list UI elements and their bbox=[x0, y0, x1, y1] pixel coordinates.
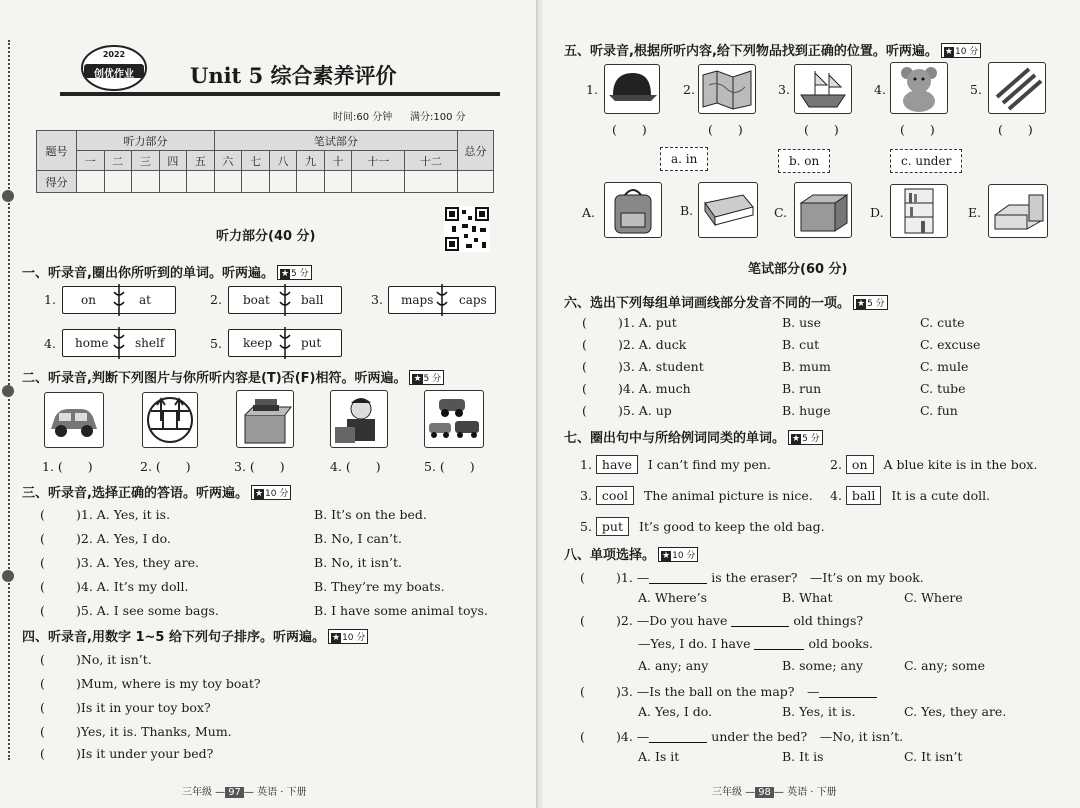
s1-word-a[interactable]: maps bbox=[401, 293, 434, 307]
score-cell[interactable] bbox=[242, 171, 270, 193]
score-cell[interactable] bbox=[187, 171, 215, 193]
s1-word-a[interactable]: keep bbox=[243, 336, 273, 350]
s6-question[interactable]: ( )3. A. student bbox=[582, 359, 704, 374]
s7-item[interactable]: 1. have I can’t find my pen. bbox=[580, 457, 771, 472]
s8-option-b[interactable]: B. some; any bbox=[782, 658, 864, 673]
s2-answer-blank[interactable]: 5. ( ) bbox=[424, 459, 475, 474]
s8-option-c[interactable]: C. Where bbox=[904, 590, 963, 605]
clip-icon bbox=[113, 284, 125, 316]
s4-sentence[interactable]: ( )No, it isn’t. bbox=[40, 652, 152, 667]
score-col: 七 bbox=[242, 151, 270, 171]
s8-option-a[interactable]: A. Where’s bbox=[638, 590, 708, 605]
score-col: 十 bbox=[324, 151, 352, 171]
prep-option: b. on bbox=[778, 149, 830, 173]
score-cell[interactable] bbox=[159, 171, 187, 193]
score-col: 十二 bbox=[405, 151, 458, 171]
s3-option-b[interactable]: B. They’re my boats. bbox=[314, 579, 445, 594]
header-rule bbox=[60, 92, 500, 96]
s6-option-b[interactable]: B. mum bbox=[782, 359, 831, 374]
page-footer: 三年级 — 97 — 英语 · 下册 bbox=[182, 787, 307, 798]
s5-answer-blank[interactable]: ( ) bbox=[900, 122, 935, 137]
s6-option-c[interactable]: C. cute bbox=[920, 315, 965, 330]
s6-question[interactable]: ( )2. A. duck bbox=[582, 337, 687, 352]
section-4-title: 四、听录音,用数字 1~5 给下列句子排序。听两遍。 ★ 10 分 bbox=[22, 626, 368, 645]
section-7-title: 七、圈出句中与所给例词同类的单词。 ★ 5 分 bbox=[564, 427, 823, 446]
s8-question[interactable]: ( )4. — under the bed? —No, it isn’t. bbox=[580, 729, 904, 744]
s1-word-a[interactable]: boat bbox=[243, 293, 270, 307]
score-table bbox=[36, 130, 494, 192]
boat-picture-icon bbox=[794, 64, 852, 114]
score-table-q-label: 题号 bbox=[37, 131, 77, 171]
binding-hole bbox=[2, 385, 14, 397]
s3-option-b[interactable]: B. No, it isn’t. bbox=[314, 555, 402, 570]
s8-option-b[interactable]: B. What bbox=[782, 590, 833, 605]
cap-picture-icon bbox=[604, 64, 660, 114]
s4-sentence[interactable]: ( )Is it in your toy box? bbox=[40, 700, 211, 715]
score-col: 六 bbox=[214, 151, 242, 171]
section-1-title: 一、听录音,圈出你所听到的单词。听两遍。 ★ 5 分 bbox=[22, 262, 312, 281]
map-picture-icon bbox=[698, 64, 756, 114]
brand-badge bbox=[80, 44, 148, 92]
section-3-title: 三、听录音,选择正确的答语。听两遍。 ★ 10 分 bbox=[22, 482, 291, 501]
full-score: 满分:100 分 bbox=[410, 112, 466, 123]
score-table-listening: 听力部分 bbox=[77, 131, 215, 151]
s6-option-b[interactable]: B. cut bbox=[782, 337, 820, 352]
prep-option: c. under bbox=[890, 149, 962, 173]
s8-question[interactable]: ( )3. —Is the ball on the map? — bbox=[580, 682, 877, 700]
schoolbag-picture-icon bbox=[604, 182, 662, 238]
score-table-written: 笔试部分 bbox=[214, 131, 457, 151]
s8-option-a[interactable]: A. Is it bbox=[638, 749, 680, 764]
s6-question[interactable]: ( )5. A. up bbox=[582, 403, 672, 418]
s8-option-c[interactable]: C. any; some bbox=[904, 658, 986, 673]
s8-option-a[interactable]: A. Yes, I do. bbox=[638, 704, 713, 719]
boy-picture-icon bbox=[330, 390, 388, 448]
s6-option-c[interactable]: C. excuse bbox=[920, 337, 981, 352]
s6-option-b[interactable]: B. use bbox=[782, 315, 821, 330]
score-cell[interactable] bbox=[324, 171, 352, 193]
page-title: Unit 5 综合素养评价 bbox=[190, 63, 397, 88]
s1-word-pair[interactable] bbox=[62, 329, 176, 357]
box-arrows-picture-icon bbox=[142, 392, 198, 448]
s5-number: 1. bbox=[586, 82, 598, 97]
s6-question[interactable]: ( )4. A. much bbox=[582, 381, 691, 396]
s8-option-a[interactable]: A. any; any bbox=[638, 658, 709, 673]
binding-hole bbox=[2, 190, 14, 202]
section-6-title: 六、选出下列每组单词画线部分发音不同的一项。 ★ 5 分 bbox=[564, 292, 888, 311]
s1-word-b[interactable]: shelf bbox=[135, 336, 165, 350]
s1-word-pair[interactable] bbox=[62, 286, 176, 314]
car-picture-icon bbox=[44, 392, 104, 448]
bed-picture-icon bbox=[988, 184, 1048, 238]
prep-option: a. in bbox=[660, 147, 708, 171]
pencil-box-picture-icon bbox=[698, 182, 758, 238]
score-cell[interactable] bbox=[269, 171, 297, 193]
s5-answer-blank[interactable]: ( ) bbox=[998, 122, 1033, 137]
s1-word-b[interactable]: at bbox=[139, 293, 151, 307]
s1-number: 3. bbox=[371, 292, 383, 307]
s5-number: 4. bbox=[874, 82, 886, 97]
s6-option-c[interactable]: C. tube bbox=[920, 381, 966, 396]
teddy-bear-picture-icon bbox=[890, 62, 948, 114]
s5-letter: A. bbox=[582, 205, 596, 220]
s4-sentence[interactable]: ( )Mum, where is my toy boat? bbox=[40, 676, 261, 691]
s1-number: 5. bbox=[210, 336, 222, 351]
s7-item[interactable]: 3. cool The animal picture is nice. bbox=[580, 488, 813, 503]
score-cell[interactable] bbox=[405, 171, 458, 193]
s8-question[interactable]: ( )2. —Do you have old things? bbox=[580, 613, 864, 628]
s5-letter: D. bbox=[870, 205, 884, 220]
score-col: 三 bbox=[132, 151, 160, 171]
score-col: 五 bbox=[187, 151, 215, 171]
clip-icon bbox=[279, 327, 291, 359]
s5-number: 5. bbox=[970, 82, 982, 97]
books-box-picture-icon bbox=[236, 390, 294, 448]
s3-option-b[interactable]: B. I have some animal toys. bbox=[314, 603, 488, 618]
s5-letter: E. bbox=[968, 205, 982, 220]
s6-option-b[interactable]: B. huge bbox=[782, 403, 831, 418]
s3-option-b[interactable]: B. It’s on the bed. bbox=[314, 507, 427, 522]
s5-number: 3. bbox=[778, 82, 790, 97]
clip-icon bbox=[279, 284, 291, 316]
s7-item[interactable]: 2. on A blue kite is in the box. bbox=[830, 457, 1038, 472]
s6-option-b[interactable]: B. run bbox=[782, 381, 822, 396]
s3-question[interactable]: ( )3. A. Yes, they are. bbox=[40, 555, 199, 570]
score-cell[interactable] bbox=[214, 171, 242, 193]
s1-word-b[interactable]: put bbox=[301, 336, 322, 350]
binding-hole bbox=[2, 570, 14, 582]
score-col: 十一 bbox=[352, 151, 405, 171]
s2-answer-blank[interactable]: 4. ( ) bbox=[330, 459, 381, 474]
bookshelf-picture-icon bbox=[890, 184, 948, 238]
s4-sentence[interactable]: ( )Yes, it is. Thanks, Mum. bbox=[40, 724, 232, 739]
s5-letter: B. bbox=[680, 203, 694, 218]
written-title: 笔试部分(60 分) bbox=[748, 262, 848, 277]
s6-option-c[interactable]: C. mule bbox=[920, 359, 969, 374]
badge-label: 创优作业 bbox=[94, 69, 134, 80]
s2-answer-blank[interactable]: 2. ( ) bbox=[140, 459, 191, 474]
score-cell[interactable] bbox=[458, 171, 494, 193]
s8-question-line2: —Yes, I do. I have old books. bbox=[638, 636, 873, 651]
page-footer: 三年级 — 98 — 英语 · 下册 bbox=[712, 787, 837, 798]
s1-word-pair[interactable] bbox=[228, 329, 342, 357]
clip-icon bbox=[113, 327, 125, 359]
score-col: 二 bbox=[104, 151, 132, 171]
listening-title: 听力部分(40 分) bbox=[216, 229, 316, 244]
s1-word-b[interactable]: ball bbox=[301, 293, 324, 307]
pencils-picture-icon bbox=[988, 62, 1046, 114]
s6-question[interactable]: ( )1. A. put bbox=[582, 315, 677, 330]
s3-question[interactable]: ( )4. A. It’s my doll. bbox=[40, 579, 189, 594]
s7-item[interactable]: 5. put It’s good to keep the old bag. bbox=[580, 519, 825, 534]
score-cell[interactable] bbox=[132, 171, 160, 193]
score-cell[interactable] bbox=[104, 171, 132, 193]
score-col: 九 bbox=[297, 151, 325, 171]
right-page bbox=[542, 0, 1080, 808]
score-col: 一 bbox=[77, 151, 105, 171]
s2-answer-blank[interactable]: 1. ( ) bbox=[42, 459, 93, 474]
s7-item[interactable]: 4. ball It is a cute doll. bbox=[830, 488, 991, 503]
s3-question[interactable]: ( )1. A. Yes, it is. bbox=[40, 507, 171, 522]
s8-option-c[interactable]: C. Yes, they are. bbox=[904, 704, 1007, 719]
s5-answer-blank[interactable]: ( ) bbox=[612, 122, 647, 137]
s1-word-b[interactable]: caps bbox=[459, 293, 487, 307]
left-page bbox=[0, 0, 538, 808]
score-col: 八 bbox=[269, 151, 297, 171]
score-cell[interactable] bbox=[297, 171, 325, 193]
s5-letter: C. bbox=[774, 205, 788, 220]
time-limit: 时间:60 分钟 bbox=[333, 112, 393, 123]
binding-dots bbox=[8, 40, 10, 760]
s8-question[interactable]: ( )1. — is the eraser? —It’s on my book. bbox=[580, 570, 924, 585]
score-cell[interactable] bbox=[352, 171, 405, 193]
cardboard-box-picture-icon bbox=[794, 182, 852, 238]
toy-cars-picture-icon bbox=[424, 390, 484, 448]
s3-option-b[interactable]: B. No, I can’t. bbox=[314, 531, 402, 546]
s8-option-b[interactable]: B. Yes, it is. bbox=[782, 704, 856, 719]
s1-word-a[interactable]: home bbox=[75, 336, 109, 350]
score-cell[interactable] bbox=[77, 171, 105, 193]
score-table-total: 总分 bbox=[458, 131, 494, 171]
section-2-title: 二、听录音,判断下列图片与你所听内容是(T)否(F)相符。听两遍。 ★ 5 分 bbox=[22, 367, 444, 386]
s1-number: 4. bbox=[44, 336, 56, 351]
s1-word-pair[interactable] bbox=[388, 286, 496, 314]
s2-answer-blank[interactable]: 3. ( ) bbox=[234, 459, 285, 474]
s3-question[interactable]: ( )5. A. I see some bags. bbox=[40, 603, 219, 618]
clip-icon bbox=[436, 284, 448, 316]
s8-option-b[interactable]: B. It is bbox=[782, 749, 824, 764]
s4-sentence[interactable]: ( )Is it under your bed? bbox=[40, 746, 214, 761]
s6-option-c[interactable]: C. fun bbox=[920, 403, 958, 418]
s5-number: 2. bbox=[683, 82, 695, 97]
badge-year: 2022 bbox=[102, 50, 126, 59]
s3-question[interactable]: ( )2. A. Yes, I do. bbox=[40, 531, 171, 546]
s1-number: 1. bbox=[44, 292, 56, 307]
section-5-title: 五、听录音,根据所听内容,给下列物品找到正确的位置。听两遍。 ★ 10 分 bbox=[564, 40, 981, 59]
score-col: 四 bbox=[159, 151, 187, 171]
section-8-title: 八、单项选择。 ★ 10 分 bbox=[564, 544, 698, 563]
s1-word-a[interactable]: on bbox=[81, 293, 96, 307]
s1-word-pair[interactable] bbox=[228, 286, 342, 314]
score-table-score-label: 得分 bbox=[37, 171, 77, 193]
s5-answer-blank[interactable]: ( ) bbox=[708, 122, 743, 137]
s8-option-c[interactable]: C. It isn’t bbox=[904, 749, 963, 764]
s5-answer-blank[interactable]: ( ) bbox=[804, 122, 839, 137]
qr-code-icon[interactable] bbox=[444, 206, 490, 252]
s1-number: 2. bbox=[210, 292, 222, 307]
